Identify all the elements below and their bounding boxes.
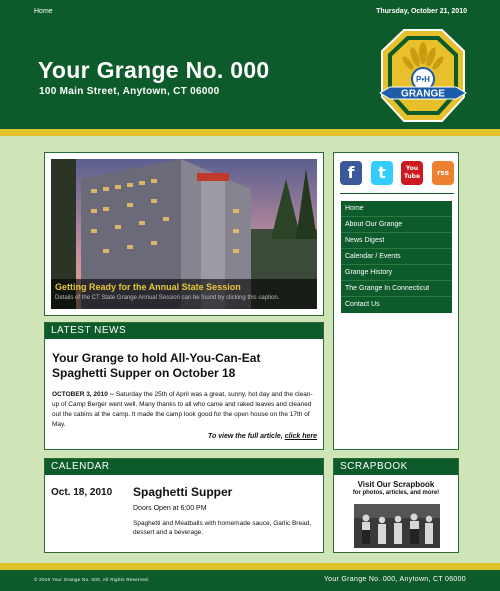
calendar-panel [44, 458, 324, 553]
current-date: Thursday, October 21, 2010 [376, 8, 467, 15]
scrapbook-photo[interactable] [354, 504, 440, 548]
header-stripe [0, 129, 500, 136]
youtube-icon[interactable]: You Tube [401, 161, 423, 185]
logo-ph-text: P•H [416, 75, 430, 84]
news-body-text: Saturday the 25th of April was a great, sunny, hot day and the clean-up of Camp Berger went well. Many thanks to all who came and raked leaves and cleaned out the cabins at the camp. It made the camp look good for the open house on the 17th of May. [52, 391, 313, 428]
event-title[interactable]: Spaghetti Supper [133, 485, 233, 499]
rss-icon[interactable]: rss [432, 161, 454, 185]
event-doors: Doors Open at 6:00 PM [133, 505, 207, 512]
featured-photo[interactable] [51, 159, 317, 309]
site-footer [0, 570, 500, 591]
menu-item-contact[interactable]: Contact Us [345, 301, 380, 308]
slide-caption-text: Details of the CT State Grange Annual Session can be found by clicking this caption. [55, 295, 280, 301]
news-headline[interactable]: Your Grange to hold All-You-Can-Eat Spaghetti Supper on October 18 [52, 351, 261, 380]
social-links [340, 161, 454, 185]
top-bar [0, 0, 500, 24]
calendar-heading: CALENDAR [45, 459, 323, 475]
featured-slider [44, 152, 324, 316]
menu-item-home[interactable]: Home [341, 201, 452, 217]
menu-item-calendar[interactable]: Calendar / Events [341, 249, 452, 265]
news-more [208, 433, 317, 440]
facebook-icon[interactable]: f [340, 161, 362, 185]
event-date: Oct. 18, 2010 [51, 487, 113, 498]
news-more-prefix: To view the full article, [207, 433, 285, 440]
latest-news-heading: LATEST NEWS [45, 323, 323, 339]
menu-item-history[interactable]: Grange History [341, 265, 452, 281]
scrapbook-panel [333, 458, 459, 553]
news-dateline: OCTOBER 3, 2010 -- [52, 391, 115, 398]
grange-logo[interactable] [378, 27, 468, 127]
slide-caption-title[interactable]: Getting Ready for the Annual State Session [55, 282, 241, 292]
footer-address: Your Grange No. 000, Anytown, CT 06000 [323, 576, 466, 583]
menu-item-connecticut[interactable]: The Grange In Connecticut [341, 281, 452, 297]
scrapbook-heading: SCRAPBOOK [334, 459, 458, 475]
top-home-link[interactable]: Home [34, 8, 53, 15]
scrapbook-title[interactable]: Visit Our Scrapbook [357, 480, 435, 489]
news-click-here-link[interactable]: click here [284, 433, 317, 440]
sidebar [333, 152, 459, 450]
site-address: 100 Main Street, Anytown, CT 06000 [39, 86, 220, 97]
menu-item-about[interactable]: About Our Grange [341, 217, 452, 233]
event-description: Spaghetti and Meatballs with homemade sauce, Garlic Bread, dessert and a beverage. [133, 520, 312, 536]
twitter-icon[interactable]: t [371, 161, 393, 185]
news-body [52, 390, 318, 430]
footer-stripe [0, 563, 500, 570]
scrapbook-subtitle: for photos, articles, and more! [352, 490, 440, 496]
logo-banner-text: GRANGE [401, 88, 445, 100]
menu-item-news-digest[interactable]: News Digest [341, 233, 452, 249]
latest-news-panel [44, 322, 324, 450]
slide-caption[interactable] [51, 279, 317, 309]
sidebar-divider [340, 193, 454, 194]
sidebar-menu [341, 201, 452, 313]
footer-copyright: © 2010 Your Grange No. 000, All Rights Reserved. [34, 577, 150, 582]
site-title[interactable]: Your Grange No. 000 [38, 57, 270, 83]
